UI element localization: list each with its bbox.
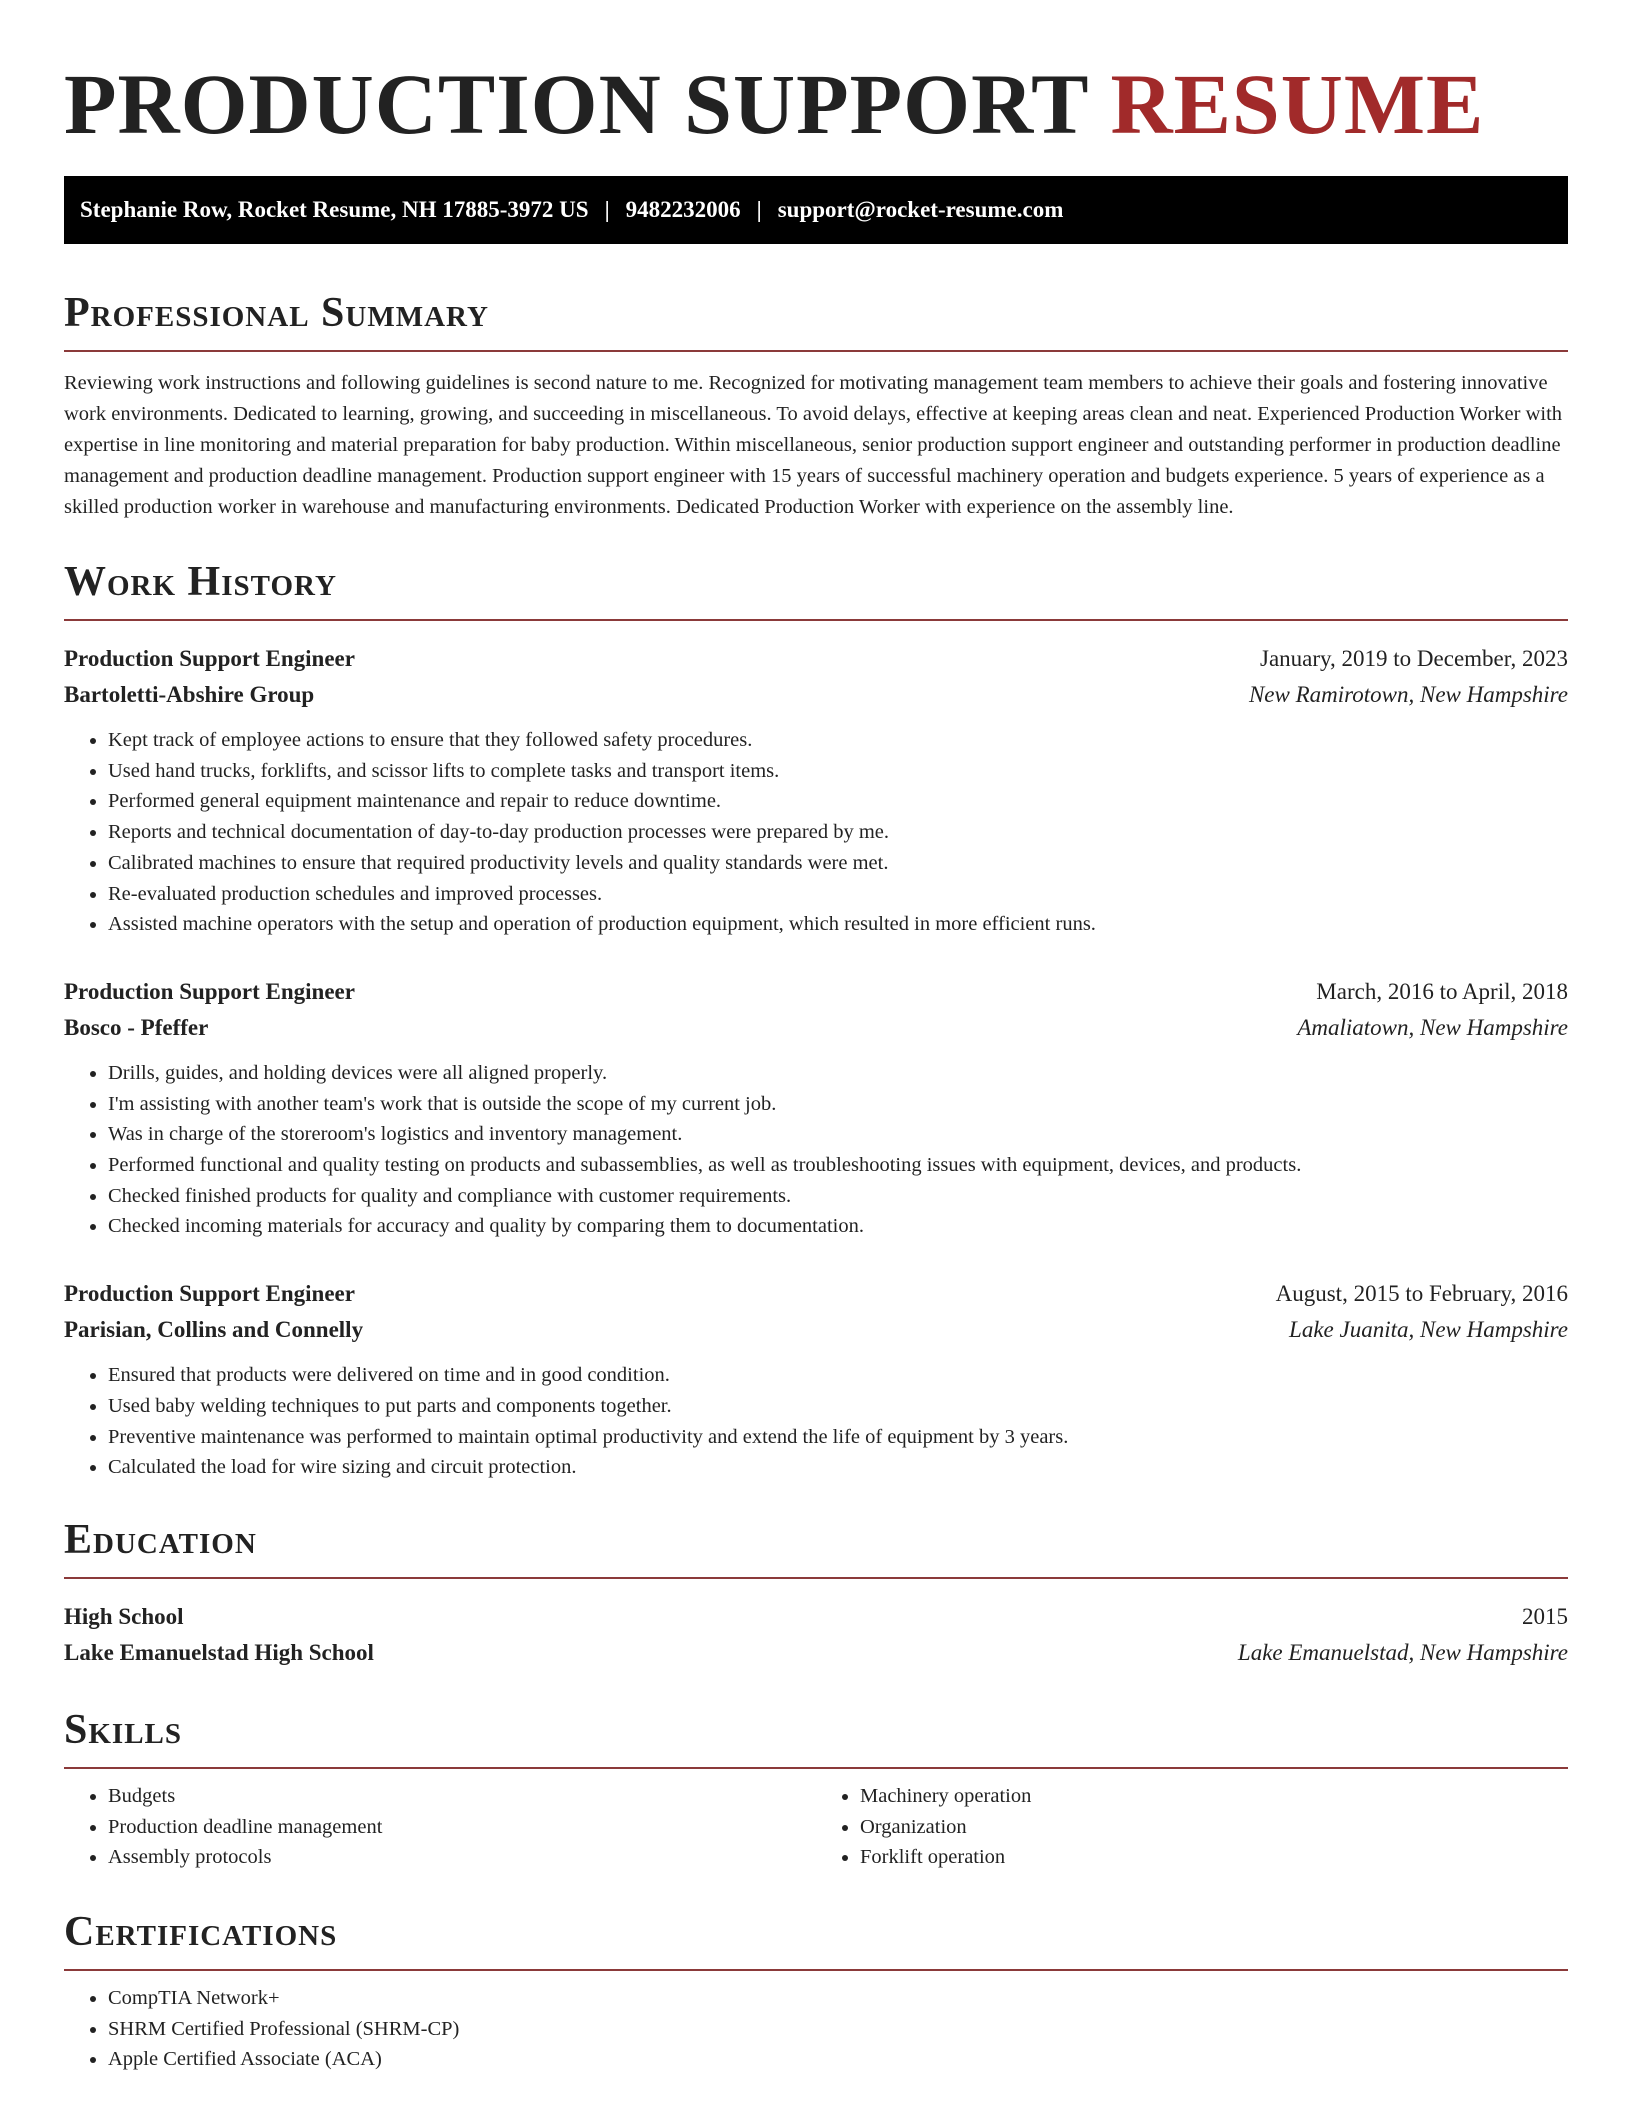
contact-phone: 9482232006	[625, 197, 741, 222]
certifications-section	[64, 1907, 1568, 2075]
school-location: Lake Emanuelstad, New Hampshire	[1237, 1639, 1568, 1665]
job-title: Production Support Engineer	[64, 978, 355, 1004]
skills-column-left	[64, 1781, 816, 1873]
section-heading: Certifications	[64, 1909, 338, 1956]
skill-item: • Production deadline management	[108, 1812, 816, 1843]
list-item: • Ensured that products were delivered on time and in good condition.	[108, 1360, 1568, 1391]
section-divider	[64, 1767, 1568, 1769]
job-dates: March, 2016 to April, 2018	[1316, 978, 1568, 1004]
certifications-list	[64, 1983, 1568, 2075]
skill-item: • Organization	[860, 1812, 1568, 1843]
skills-grid	[64, 1781, 1568, 1873]
skill-item: • Assembly protocols	[108, 1842, 816, 1873]
section-heading: Professional Summary	[64, 290, 489, 336]
skill-item: • Budgets	[108, 1781, 816, 1812]
job-location: Lake Juanita, New Hampshire	[1289, 1317, 1568, 1343]
title-accent: RESUME	[1110, 56, 1485, 152]
list-item: • Performed functional and quality testing on products and subassemblies, as well as troubleshooting issues with equipment, devices, and products.	[108, 1150, 1568, 1181]
job-location: Amaliatown, New Hampshire	[1297, 1014, 1568, 1040]
education-year: 2015	[1522, 1603, 1568, 1629]
summary-section	[64, 288, 1568, 523]
company-name: Parisian, Collins and Connelly	[64, 1317, 364, 1343]
list-item: • Calculated the load for wire sizing and circuit protection.	[108, 1452, 1568, 1483]
certification-item: • Apple Certified Associate (ACA)	[108, 2044, 1568, 2075]
section-divider	[64, 619, 1568, 621]
contact-separator: |	[604, 197, 610, 222]
list-item: • Assisted machine operators with the setup and operation of production equipment, which resulted in more efficient runs.	[108, 909, 1568, 940]
job-title: Production Support Engineer	[64, 646, 355, 671]
contact-address: Stephanie Row, Rocket Resume, NH 17885-3972 US	[80, 197, 589, 222]
job-bullets	[64, 1360, 1568, 1483]
list-item: • Was in charge of the storeroom's logistics and inventory management.	[108, 1119, 1568, 1150]
company-name: Bosco - Pfeffer	[64, 1014, 209, 1040]
title-main: PRODUCTION SUPPORT	[64, 56, 1088, 152]
section-heading: Education	[64, 1516, 257, 1563]
education-section	[64, 1515, 1568, 1671]
skills-section	[64, 1705, 1568, 1873]
list-item: • Performed general equipment maintenance and repair to reduce downtime.	[108, 786, 1568, 817]
school-name: Lake Emanuelstad High School	[64, 1639, 374, 1665]
job-bullets	[64, 725, 1568, 940]
section-heading: Work History	[64, 559, 337, 605]
skills-column-right	[816, 1781, 1568, 1873]
certification-item: • SHRM Certified Professional (SHRM-CP)	[108, 2014, 1568, 2045]
contact-bar	[64, 176, 1568, 244]
job-entry	[64, 641, 1568, 940]
section-divider	[64, 1969, 1568, 1971]
list-item: • Used hand trucks, forklifts, and scissor lifts to complete tasks and transport items.	[108, 756, 1568, 787]
contact-separator: |	[756, 197, 762, 222]
job-entry	[64, 1276, 1568, 1483]
skill-item: • Machinery operation	[860, 1781, 1568, 1812]
job-title: Production Support Engineer	[64, 1281, 355, 1307]
list-item: • Calibrated machines to ensure that required productivity levels and quality standards were met.	[108, 848, 1568, 879]
list-item: • Reports and technical documentation of day-to-day production processes were prepared by me.	[108, 817, 1568, 848]
section-divider	[64, 1577, 1568, 1579]
job-dates: January, 2019 to December, 2023	[1260, 646, 1568, 671]
summary-text: Reviewing work instructions and following guidelines is second nature to me. Recognized for motivating management team members to achieve their goals and fostering innovative work environments. Dedicated to learning, growing, and succeeding in miscellaneous. To avoid delays, effective at keeping areas clean and neat. Experienced Production Worker with expertise in line monitoring and material preparation for baby production. Within miscellaneous, senior production support engineer and outstanding performer in production deadline management and production deadline management. Production support engineer with 15 years of successful machinery operation and budgets experience. 5 years of experience as a skilled production worker in warehouse and manufacturing environments. Dedicated Production Worker with experience on the assembly line.	[64, 372, 1563, 518]
list-item: • I'm assisting with another team's work that is outside the scope of my current job.	[108, 1089, 1568, 1120]
list-item: • Kept track of employee actions to ensure that they followed safety procedures.	[108, 725, 1568, 756]
list-item: • Checked incoming materials for accuracy and quality by comparing them to documentation.	[108, 1211, 1568, 1242]
degree: High School	[64, 1603, 184, 1629]
list-item: • Drills, guides, and holding devices were all aligned properly.	[108, 1058, 1568, 1089]
skill-item: • Forklift operation	[860, 1842, 1568, 1873]
job-dates: August, 2015 to February, 2016	[1275, 1281, 1568, 1307]
company-name: Bartoletti-Abshire Group	[64, 682, 315, 707]
job-location: New Ramirotown, New Hampshire	[1248, 682, 1568, 707]
job-entry	[64, 974, 1568, 1242]
section-heading: Skills	[64, 1706, 183, 1753]
resume-title	[64, 0, 1568, 150]
section-divider	[64, 350, 1568, 352]
work-history-section	[64, 557, 1568, 1483]
list-item: • Checked finished products for quality and compliance with customer requirements.	[108, 1181, 1568, 1212]
list-item: • Preventive maintenance was performed to maintain optimal productivity and extend the life of equipment by 3 years.	[108, 1422, 1568, 1453]
job-bullets	[64, 1058, 1568, 1242]
certification-item: • CompTIA Network+	[108, 1983, 1568, 2014]
list-item: • Re-evaluated production schedules and improved processes.	[108, 879, 1568, 910]
list-item: • Used baby welding techniques to put parts and components together.	[108, 1391, 1568, 1422]
contact-email: support@rocket-resume.com	[777, 197, 1064, 222]
education-entry	[64, 1599, 1568, 1671]
